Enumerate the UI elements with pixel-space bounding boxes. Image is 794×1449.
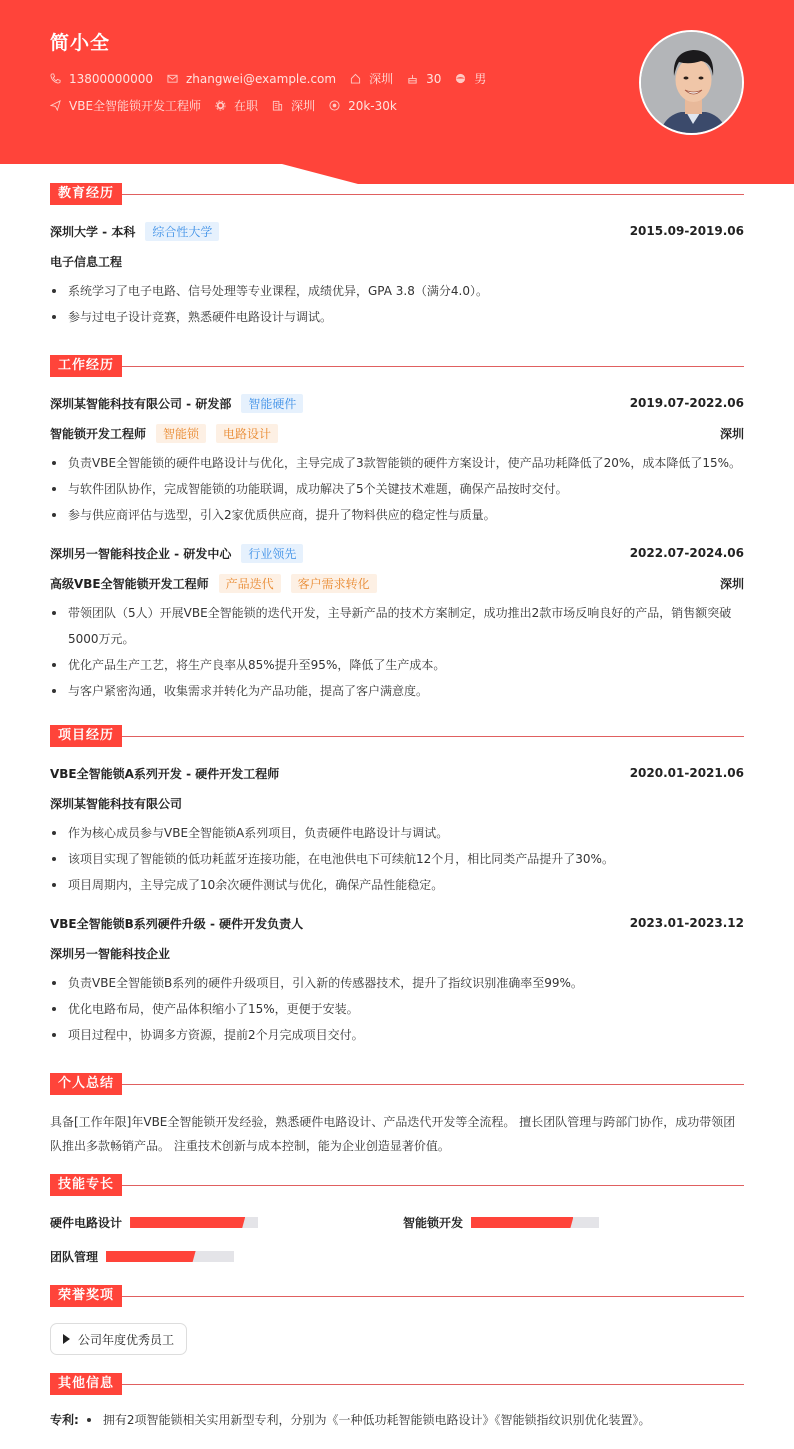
work-header <box>50 393 744 413</box>
gender-text: 男 <box>474 72 487 86</box>
section-divider <box>122 366 744 367</box>
award-item[interactable] <box>50 1323 187 1355</box>
caret-right-icon <box>63 1334 70 1344</box>
skill-tag: 智能锁 <box>156 424 206 443</box>
list-item: 该项目实现了智能锁的低功耗蓝牙连接功能，在电池供电下可续航12个月，相比同类产品提升了30%。 <box>50 846 744 872</box>
list-item: 负责VBE全智能锁的硬件电路设计与优化，主导完成了3款智能锁的硬件方案设计，使产品功耗降低了20%，成本降低了15%。 <box>50 450 744 476</box>
project-company: 深圳某智能科技有限公司 <box>50 796 183 811</box>
summary-text: 具备[工作年限]年VBE全智能锁开发经验，熟悉硬件电路设计、产品迭代开发等全流程。 擅长团队管理与跨部门协作，成功带领团队推出多款畅销产品。 注重技术创新与成本控制，能为企业创造显著价值。 <box>50 1115 736 1153</box>
work-title-row <box>50 423 744 443</box>
phone-item <box>50 72 153 86</box>
section-awards <box>50 1285 744 1307</box>
section-divider <box>122 1296 744 1297</box>
skill-item <box>50 1214 258 1231</box>
other-label: 专利: <box>50 1413 79 1427</box>
section-projects <box>50 725 744 747</box>
section-divider <box>122 736 744 737</box>
work-date: 2019.07-2022.06 <box>629 396 744 410</box>
company-name: 深圳另一智能科技企业 - 研发中心 <box>50 546 232 561</box>
work-bullets <box>50 450 744 528</box>
skill-bar <box>471 1217 599 1228</box>
project-bullets <box>50 820 744 898</box>
job-title: 智能锁开发工程师 <box>50 426 147 441</box>
salary-item <box>329 99 397 113</box>
section-title: 个人总结 <box>50 1073 122 1095</box>
work-location: 深圳 <box>719 426 744 441</box>
section-title: 教育经历 <box>50 183 122 205</box>
major: 电子信息工程 <box>50 254 123 269</box>
status-icon <box>215 100 226 111</box>
project-company-row <box>50 793 744 813</box>
company-tag: 行业领先 <box>241 544 303 563</box>
salary-icon <box>329 100 340 111</box>
project-header <box>50 763 744 783</box>
gender-icon <box>455 73 466 84</box>
candidate-name: 简小全 <box>50 32 111 54</box>
skill-fill <box>106 1251 196 1262</box>
award-text: 公司年度优秀员工 <box>78 1332 175 1347</box>
list-item: 优化产品生产工艺，将生产良率从85%提升至95%，降低了生产成本。 <box>50 652 744 678</box>
list-item: 优化电路布局，使产品体积缩小了15%，更便于安装。 <box>50 996 744 1022</box>
work-title-row <box>50 573 744 593</box>
section-education <box>50 183 744 205</box>
position-text: VBE全智能锁开发工程师 <box>69 99 202 113</box>
mail-icon <box>167 73 178 84</box>
list-item: 与软件团队协作，完成智能锁的功能联调，成功解决了5个关键技术难题，确保产品按时交付。 <box>50 476 744 502</box>
list-item: 负责VBE全智能锁B系列的硬件升级项目，引入新的传感器技术，提升了指纹识别准确率至99%。 <box>50 970 744 996</box>
work-date: 2022.07-2024.06 <box>629 546 744 560</box>
cake-icon <box>407 73 418 84</box>
skill-name: 硬件电路设计 <box>50 1216 123 1230</box>
status-item <box>215 97 258 114</box>
work-city-text: 深圳 <box>291 99 316 113</box>
education-major-row <box>50 251 744 271</box>
send-icon <box>50 100 61 111</box>
resume-header <box>0 0 794 185</box>
project-date: 2020.01-2021.06 <box>629 766 744 780</box>
other-text: 拥有2项智能锁相关实用新型专利，分别为《一种低功耗智能锁电路设计》《智能锁指纹识别优化装置》。 <box>102 1413 651 1427</box>
list-item: 带领团队（5人）开展VBE全智能锁的迭代开发，主导新产品的技术方案制定，成功推出2款市场反响良好的产品，销售额突破5000万元。 <box>50 600 744 652</box>
list-item: 项目过程中，协调多方资源，提前2个月完成项目交付。 <box>50 1022 744 1048</box>
education-bullets <box>50 278 744 330</box>
list-item: 参与过电子设计竞赛，熟悉硬件电路设计与调试。 <box>50 304 744 330</box>
job-title: 高级VBE全智能锁开发工程师 <box>50 576 209 591</box>
education-header <box>50 221 744 241</box>
project-header <box>50 913 744 933</box>
skill-tag: 电路设计 <box>216 424 278 443</box>
email-text: zhangwei@example.com <box>185 71 337 86</box>
contact-row <box>50 70 500 87</box>
section-work <box>50 355 744 377</box>
school-tag: 综合性大学 <box>145 222 219 241</box>
skill-tag: 客户需求转化 <box>291 574 377 593</box>
gender-item <box>455 70 486 87</box>
skill-item <box>403 1214 599 1231</box>
list-item: 参与供应商评估与选型，引入2家优质供应商，提升了物料供应的稳定性与质量。 <box>50 502 744 528</box>
project-company-row <box>50 943 744 963</box>
company-name: 深圳某智能科技有限公司 - 研发部 <box>50 396 232 411</box>
skill-bar <box>106 1251 234 1262</box>
company-tag: 智能硬件 <box>241 394 303 413</box>
section-title: 荣誉奖项 <box>50 1285 122 1307</box>
email-item <box>167 72 336 86</box>
list-item: 系统学习了电子电路、信号处理等专业课程，成绩优异，GPA 3.8（满分4.0）。 <box>50 278 744 304</box>
project-name: VBE全智能锁B系列硬件升级 - 硬件开发负责人 <box>50 916 304 931</box>
work-header <box>50 543 744 563</box>
profile-photo <box>641 32 744 135</box>
section-divider <box>122 1185 744 1186</box>
skill-name: 智能锁开发 <box>403 1216 464 1230</box>
section-summary <box>50 1073 744 1095</box>
list-item: 作为核心成员参与VBE全智能锁A系列项目，负责硬件电路设计与调试。 <box>50 820 744 846</box>
other-info-row <box>50 1411 650 1428</box>
section-title: 项目经历 <box>50 725 122 747</box>
city-text: 深圳 <box>369 72 394 86</box>
list-item: 项目周期内，主导完成了10余次硬件测试与优化，确保产品性能稳定。 <box>50 872 744 898</box>
project-name: VBE全智能锁A系列开发 - 硬件开发工程师 <box>50 766 280 781</box>
skill-fill <box>130 1217 245 1228</box>
salary-text: 20k-30k <box>348 98 397 113</box>
list-item: 与客户紧密沟通，收集需求并转化为产品功能，提高了客户满意度。 <box>50 678 744 704</box>
school-name: 深圳大学 - 本科 <box>50 224 136 239</box>
education-date: 2015.09-2019.06 <box>629 224 744 238</box>
home-icon <box>350 73 361 84</box>
work-location: 深圳 <box>719 576 744 591</box>
section-divider <box>122 1084 744 1085</box>
status-text: 在职 <box>234 99 259 113</box>
section-divider <box>122 194 744 195</box>
section-divider <box>122 1384 744 1385</box>
work-bullets <box>50 600 744 704</box>
project-company: 深圳另一智能科技企业 <box>50 946 171 961</box>
skill-bar <box>130 1217 258 1228</box>
skill-item <box>50 1248 234 1265</box>
building-icon <box>272 100 283 111</box>
phone-icon <box>50 73 61 84</box>
section-title: 其他信息 <box>50 1373 122 1395</box>
section-other <box>50 1373 744 1395</box>
work-city-item <box>272 97 315 114</box>
city-item <box>350 70 393 87</box>
job-intent-row <box>50 97 411 114</box>
project-bullets <box>50 970 744 1048</box>
section-skills <box>50 1174 744 1196</box>
skill-fill <box>471 1217 573 1228</box>
project-date: 2023.01-2023.12 <box>629 916 744 930</box>
section-title: 技能专长 <box>50 1174 122 1196</box>
position-item <box>50 97 201 114</box>
section-title: 工作经历 <box>50 355 122 377</box>
age-text: 30 <box>426 71 442 86</box>
age-item <box>407 72 441 86</box>
bullet-dot <box>87 1418 91 1422</box>
avatar <box>639 30 744 135</box>
skill-tag: 产品迭代 <box>219 574 281 593</box>
skill-name: 团队管理 <box>50 1250 99 1264</box>
phone-text: 13800000000 <box>69 71 153 86</box>
